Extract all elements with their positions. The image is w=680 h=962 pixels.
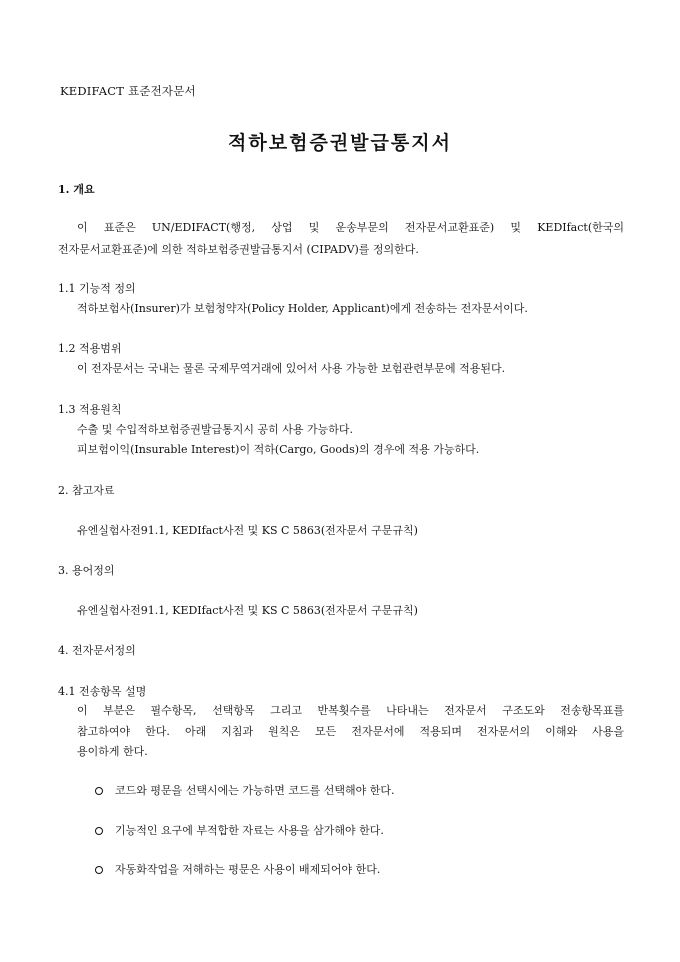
- circle-bullet-icon: [95, 827, 103, 835]
- section-1-1-heading: 1.1 기능적 정의: [58, 282, 136, 295]
- section-4-1-para-line3: 용이하게 한다.: [77, 745, 148, 758]
- section-2-heading: 2. 참고자료: [58, 484, 115, 497]
- section-2-text: 유엔실험사전91.1, KEDIfact사전 및 KS C 5863(전자문서 구문규칙): [77, 524, 418, 537]
- section-3-text: 유엔실험사전91.1, KEDIfact사전 및 KS C 5863(전자문서 구문규칙): [77, 604, 418, 617]
- section-1-3-line2: 피보험이익(Insurable Interest)이 적하(Cargo, Goods)의 경우에 적용 가능하다.: [77, 443, 480, 456]
- list-item: [95, 822, 384, 838]
- section-1-2-text: 이 전자문서는 국내는 물론 국제무역거래에 있어서 사용 가능한 보험관련부문에 적용된다.: [77, 362, 506, 375]
- section-3-heading: 3. 용어정의: [58, 564, 115, 577]
- list-item: [95, 861, 380, 877]
- list-item-text: 기능적인 요구에 부적합한 자료는 사용을 삼가해야 한다.: [115, 824, 384, 837]
- section-1-3-heading: 1.3 적용원칙: [58, 403, 122, 416]
- list-item-text: 자동화작업을 저해하는 평문은 사용이 배제되어야 한다.: [115, 863, 381, 876]
- section-4-heading: 4. 전자문서정의: [58, 644, 136, 657]
- section-1-3-line1: 수출 및 수입적하보험증권발급통지시 공히 사용 가능하다.: [77, 423, 354, 436]
- section-1-para-line2: 전자문서교환표준)에 의한 적하보험증권발급통지서 (CIPADV)를 정의한다.: [58, 243, 419, 256]
- section-1-para-line1: 이 표준은 UN/EDIFACT(행정, 상업 및 운송부문의 전자문서교환표준) 및 KEDIfact(한국의: [77, 221, 624, 234]
- list-item-text: 코드와 평문을 선택시에는 가능하면 코드를 선택해야 한다.: [115, 784, 395, 797]
- circle-bullet-icon: [95, 787, 103, 795]
- section-1-2-heading: 1.2 적용범위: [58, 342, 122, 355]
- section-4-1-heading: 4.1 전송항목 설명: [58, 685, 147, 698]
- section-4-1-para-line2: 참고하여야 한다. 아래 지침과 원칙은 모든 전자문서에 적용되며 전자문서의 이해와 사용을: [77, 725, 624, 738]
- document-title: 적하보험증권발급통지서: [228, 132, 452, 154]
- section-1-1-text: 적하보험사(Insurer)가 보험청약자(Policy Holder, Applicant)에게 전송하는 전자문서이다.: [77, 302, 528, 315]
- section-4-1-para-line1: 이 부분은 필수항목, 선택항목 그리고 반복횟수를 나타내는 전자문서 구조도와 전송항목표를: [77, 704, 624, 717]
- list-item: [95, 782, 395, 798]
- section-1-heading: 1. 개요: [58, 183, 95, 196]
- header-note: KEDIFACT 표준전자문서: [60, 84, 196, 98]
- circle-bullet-icon: [95, 866, 103, 874]
